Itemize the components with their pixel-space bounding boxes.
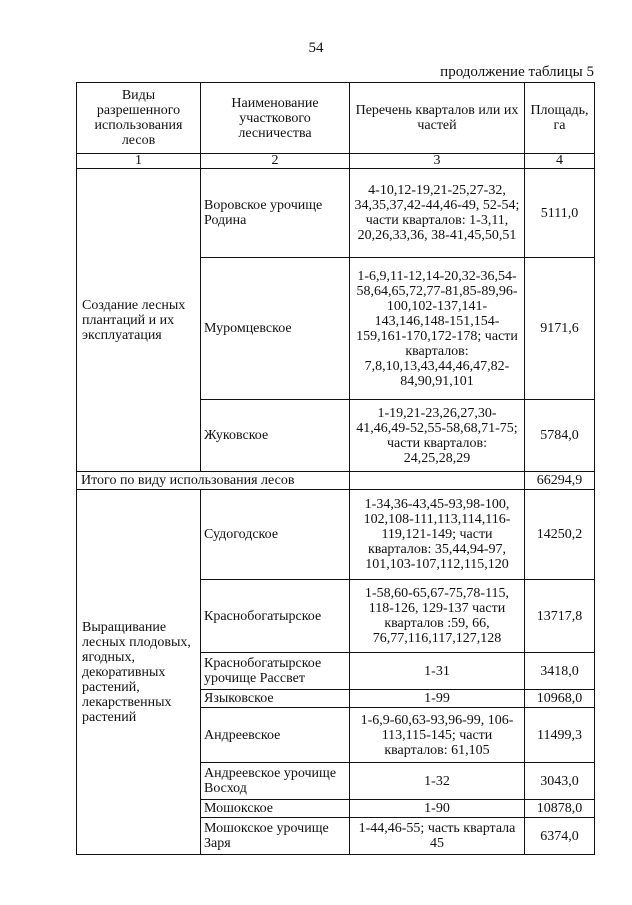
area-cell: 5111,0 <box>525 169 595 258</box>
column-number: 3 <box>350 154 525 169</box>
quarters-cell: 1-31 <box>350 653 525 690</box>
table-row <box>77 169 595 258</box>
area-cell: 5784,0 <box>525 400 595 472</box>
subtotal-area: 66294,9 <box>525 472 595 490</box>
column-number: 1 <box>77 154 201 169</box>
table-row <box>77 490 595 580</box>
forestry-cell: Жуковское <box>201 400 350 472</box>
header-forestry: Наименование участкового лесничества <box>201 83 350 154</box>
area-cell: 10878,0 <box>525 800 595 818</box>
use-type-cell: Выращивание лесных плодовых, ягодных, декоративных растений, лекарственных растений <box>77 490 201 855</box>
subtotal-row <box>77 472 595 490</box>
header-use-type: Виды разрешенного использования лесов <box>77 83 201 154</box>
header-row <box>77 83 595 154</box>
quarters-cell: 1-6,9-60,63-93,96-99, 106-113,115-145; части кварталов: 61,105 <box>350 708 525 763</box>
area-cell: 3418,0 <box>525 653 595 690</box>
quarters-cell: 1-99 <box>350 690 525 708</box>
area-cell: 6374,0 <box>525 818 595 855</box>
area-cell: 10968,0 <box>525 690 595 708</box>
forestry-cell: Судогодское <box>201 490 350 580</box>
area-cell: 3043,0 <box>525 763 595 800</box>
column-number-row <box>77 154 595 169</box>
column-number: 4 <box>525 154 595 169</box>
quarters-cell: 1-34,36-43,45-93,98-100, 102,108-111,113,114,116-119,121-149; части кварталов: 35,44,94-97, 101,103-107,112,115,120 <box>350 490 525 580</box>
area-cell: 9171,6 <box>525 258 595 400</box>
forest-use-table <box>76 82 595 855</box>
forestry-cell: Краснобогатырское урочище Рассвет <box>201 653 350 690</box>
quarters-cell: 1-32 <box>350 763 525 800</box>
area-cell: 13717,8 <box>525 580 595 653</box>
quarters-cell: 1-19,21-23,26,27,30-41,46,49-52,55-58,68,71-75; части кварталов: 24,25,28,29 <box>350 400 525 472</box>
quarters-cell: 4-10,12-19,21-25,27-32, 34,35,37,42-44,46-49, 52-54; части кварталов: 1-3,11, 20,26,33,36, 38-41,45,50,51 <box>350 169 525 258</box>
subtotal-label: Итого по виду использования лесов <box>77 472 350 490</box>
quarters-cell: 1-90 <box>350 800 525 818</box>
forestry-cell: Краснобогатырское <box>201 580 350 653</box>
forestry-cell: Мошокское <box>201 800 350 818</box>
forestry-cell: Андреевское <box>201 708 350 763</box>
column-number: 2 <box>201 154 350 169</box>
forestry-cell: Мошокское урочище Заря <box>201 818 350 855</box>
use-type-cell: Создание лесных плантаций и их эксплуатация <box>77 169 201 472</box>
area-cell: 11499,3 <box>525 708 595 763</box>
quarters-cell: 1-58,60-65,67-75,78-115, 118-126, 129-137 части кварталов :59, 66, 76,77,116,117,127,128 <box>350 580 525 653</box>
quarters-cell: 1-44,46-55; часть квартала 45 <box>350 818 525 855</box>
forestry-cell: Андреевское урочище Восход <box>201 763 350 800</box>
header-area: Площадь, га <box>525 83 595 154</box>
forestry-cell: Языковское <box>201 690 350 708</box>
header-quarters: Перечень кварталов или их частей <box>350 83 525 154</box>
forestry-cell: Муромцевское <box>201 258 350 400</box>
area-cell: 14250,2 <box>525 490 595 580</box>
table-caption: продолжение таблицы 5 <box>440 64 594 80</box>
page-number: 54 <box>308 40 324 56</box>
forestry-cell: Воровское урочище Родина <box>201 169 350 258</box>
quarters-cell: 1-6,9,11-12,14-20,32-36,54-58,64,65,72,77-81,85-89,96-100,102-137,141-143,146,148-151,154-159,161-170,172-178; части кварталов: 7,8,10,13,43,44,46,47,82-84,90,91,101 <box>350 258 525 400</box>
